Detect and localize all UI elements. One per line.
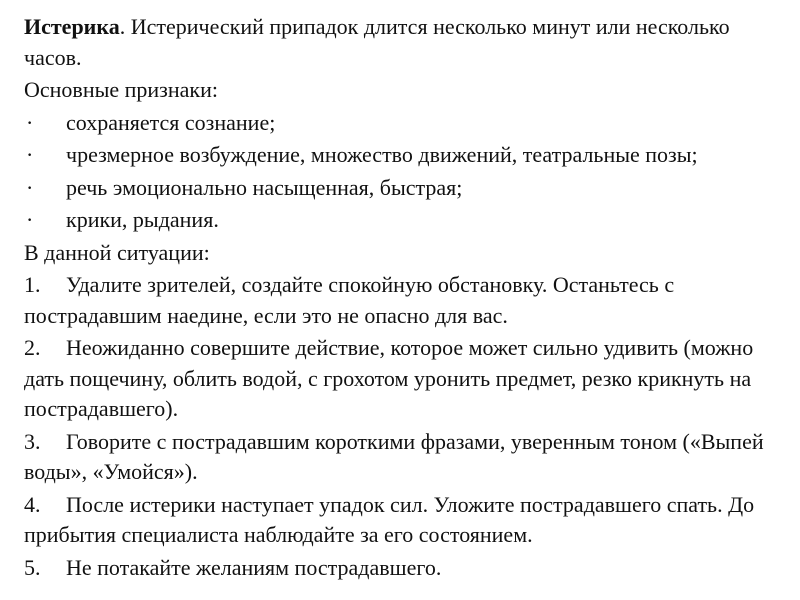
slide-content [24,12,784,585]
step-item [24,270,784,331]
step-text: После истерики наступает упадок сил. Уложите пострадавшего спать. До прибытия специалиста наблюдайте за его состоянием. [24,491,755,547]
sign-text: крики, рыдания. [66,207,219,232]
intro-paragraph [24,12,784,73]
sign-item [24,140,784,171]
step-item [24,490,784,551]
bullet-icon: · [26,109,34,135]
step-text: Неожиданно совершите действие, которое может сильно удивить (можно дать пощечину, облить водой, с грохотом уронить предмет, резко крикнуть на пострадавшего). [24,335,754,421]
intro-term: Истерика [24,14,120,39]
bullet-icon: · [26,142,34,167]
sign-text: сохраняется сознание; [66,109,276,135]
step-number: 2. [24,335,41,360]
bullet-icon: · [26,207,34,232]
step-item [24,553,784,584]
step-number: 5. [24,554,41,580]
sign-item [24,205,784,236]
step-text: Говорите с пострадавшим короткими фразами, уверенным тоном («Выпей воды», «Умойся»). [24,428,764,484]
step-number: 3. [24,428,41,454]
sign-text: чрезмерное возбуждение, множество движений, театральные позы; [66,142,698,167]
step-number: 4. [24,491,41,517]
sign-item [24,173,784,204]
signs-heading: Основные признаки: [24,77,218,102]
bullet-icon: · [26,174,34,200]
step-number: 1. [24,272,41,297]
sign-item [24,108,784,139]
step-text: Удалите зрителей, создайте спокойную обстановку. Останьтесь с пострадавшим наедине, если это не опасно для вас. [24,272,675,328]
step-item [24,427,784,488]
step-text: Не потакайте желаниям пострадавшего. [66,554,442,580]
situation-heading: В данной ситуации: [24,239,210,265]
sign-text: речь эмоционально насыщенная, быстрая; [66,174,463,200]
intro-text: . Истерический припадок длится несколько минут или несколько часов. [24,14,730,70]
step-item [24,333,784,425]
